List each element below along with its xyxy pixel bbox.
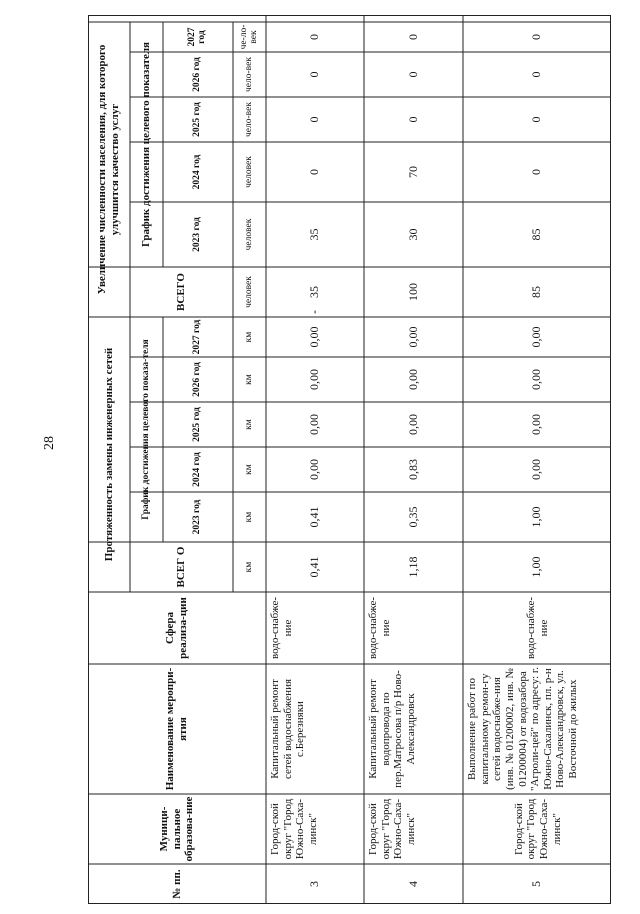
header-pop-schedule: График достижения целевого показателя (140, 42, 153, 247)
row-pop-2025: 0 (405, 116, 420, 123)
row-pop-total: 100 (405, 283, 420, 301)
row-km-2026: 0,00 (405, 369, 420, 390)
unit-people: человек (243, 156, 254, 188)
row-pop-total: 35 (307, 286, 322, 298)
row-pop-2026: 0 (529, 71, 544, 78)
row-km-2027: 0,00 (529, 326, 544, 348)
row-pop-2024: 0 (307, 169, 322, 175)
row-number: 4 (405, 881, 420, 887)
header-num: № пп. (170, 869, 183, 899)
header-event-name: Наименование меропри-ятия (164, 667, 189, 791)
page-number: 28 (42, 436, 57, 450)
header-pop-year-2026: 2026 год (192, 57, 203, 92)
unit-people: человек (243, 218, 254, 251)
header-length-group: Протяженность замены инженерных сетей (102, 347, 115, 562)
row-event: Капитальный ремонт водопровода по пер.Матросова п/р Ново-Александровск (367, 670, 417, 788)
row-km-total: 0,41 (307, 556, 322, 578)
row-pop-2026: 0 (405, 71, 420, 78)
header-km-year-2026: 2026 год (192, 362, 203, 397)
unit-people: чело-век (243, 102, 254, 137)
row-event: Выполнение работ по капитальному ремон-гу сетей водоснабже-ния (инв. № 01200002, инв. № 01200004) от водозабора "Агроли-цей" по адресу: г. Южно-Сахалинск, пл. р-н Ново-Александровск, ул. Восточной до жилых (466, 667, 580, 791)
row-km-2024: 0,83 (405, 459, 420, 480)
row-pop-2027: 0 (405, 34, 420, 40)
header-pop-year-2027: 2027 год (187, 27, 207, 47)
stray-dash-mark: - (307, 310, 322, 314)
row-km-2026: 0,00 (529, 369, 544, 390)
row-pop-2027: 0 (307, 34, 322, 40)
row-municipality: Город-ской округ "Город Южно-Саха-линск" (512, 798, 563, 860)
row-km-total: 1,00 (529, 556, 544, 578)
row-km-2025: 0,00 (307, 414, 322, 435)
header-km-year-2024: 2024 год (192, 452, 203, 487)
data-table (88, 14, 613, 904)
header-sphere: Сфера реализа-ции (164, 597, 189, 659)
header-pop-year-2024: 2024 год (192, 154, 203, 190)
row-number: 3 (307, 881, 322, 887)
row-km-total: 1,18 (405, 556, 420, 578)
row-municipality: Город-ской округ "Город Южно-Саха-линск" (367, 798, 417, 860)
row-pop-2024: 0 (529, 169, 544, 175)
header-municipality: Муници-пальное образова-ние (158, 796, 196, 862)
header-km-year-2023: 2023 год (192, 499, 203, 535)
row-km-2023: 1,00 (529, 506, 544, 528)
header-pop-total: ВСЕГО (175, 273, 188, 311)
header-km-year-2027: 2027 год (192, 319, 203, 355)
unit-km: км (243, 374, 254, 385)
header-km-total: ВСЕГ О (175, 546, 188, 588)
row-sphere: водо-снабже-ние (269, 596, 294, 660)
row-km-2025: 0,00 (529, 414, 544, 435)
unit-people: чело-век (243, 57, 254, 92)
row-pop-total: 85 (529, 286, 544, 298)
row-sphere: водо-снабже-ние (367, 596, 392, 660)
row-pop-2025: 0 (529, 116, 544, 123)
unit-km: км (243, 511, 254, 523)
header-km-year-2025: 2025 год (192, 407, 203, 442)
row-km-2023: 0,35 (405, 506, 420, 528)
unit-people: человек (243, 276, 254, 308)
row-km-2027: 0,00 (405, 326, 420, 348)
row-km-2024: 0,00 (529, 459, 544, 480)
row-pop-2026: 0 (307, 71, 322, 78)
unit-km: км (243, 331, 254, 343)
unit-people: че-ло-век (238, 24, 259, 50)
row-km-2025: 0,00 (405, 414, 420, 435)
unit-km: км (243, 464, 254, 475)
row-pop-2023: 30 (405, 228, 420, 241)
row-pop-2024: 70 (405, 166, 420, 178)
row-pop-2023: 35 (307, 228, 322, 241)
row-km-2027: 0,00 (307, 326, 322, 348)
row-km-2026: 0,00 (307, 369, 322, 390)
unit-km: км (243, 561, 254, 573)
header-pop-year-2023: 2023 год (192, 217, 203, 252)
header-pop-year-2025: 2025 год (192, 102, 203, 137)
unit-km: км (243, 419, 254, 430)
row-sphere: водо-снабже-ние (525, 596, 550, 660)
row-km-2023: 0,41 (307, 506, 322, 528)
row-number: 5 (529, 881, 544, 887)
header-km-schedule: График достижения целевого показа-теля (140, 339, 151, 520)
row-pop-2025: 0 (307, 116, 322, 123)
row-pop-2027: 0 (529, 34, 544, 40)
row-km-2024: 0,00 (307, 459, 322, 480)
row-municipality: Город-ской округ "Город Южно-Саха-линск" (269, 798, 319, 860)
row-pop-2023: 85 (529, 228, 544, 241)
header-population-group: Увеличение численности населения, для которого улучшится качество услуг (96, 44, 121, 295)
row-event: Капитальный ремонт сетей водоснабжения с.Березняки (269, 678, 307, 780)
